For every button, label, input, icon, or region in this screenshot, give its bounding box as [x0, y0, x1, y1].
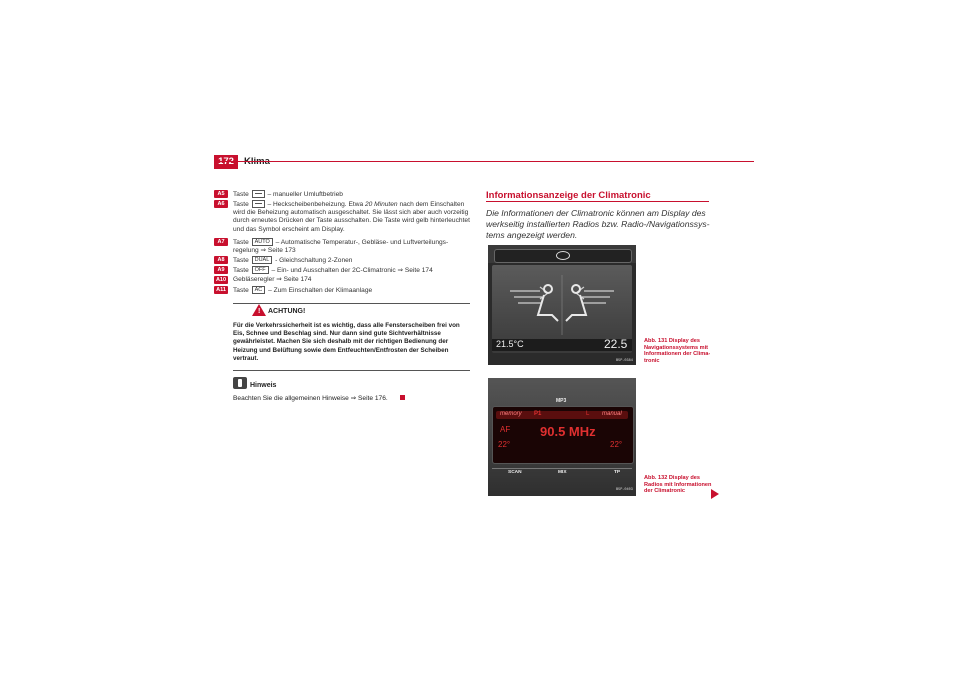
item-text: Taste	[233, 286, 249, 294]
recirculation-icon	[252, 190, 265, 198]
rear-window-heating-icon	[252, 200, 265, 208]
item-emphasis: 20 Minuten	[364, 200, 398, 208]
item-text: – Heckscheibenbeheizung. Etwa	[267, 200, 364, 208]
item-marker: A9	[214, 266, 228, 274]
list-item	[217, 256, 470, 265]
af-label: AF	[500, 425, 511, 434]
tp-button: TP	[614, 470, 621, 475]
right-temperature: 22.5	[604, 337, 628, 351]
list-item	[217, 200, 470, 234]
list-item	[216, 286, 470, 295]
auto-key: AUTO	[252, 238, 273, 246]
left-temperature: 22°	[498, 440, 511, 449]
off-key: OFF	[252, 266, 269, 274]
mode-label: MP3	[556, 398, 567, 404]
item-text: Taste	[233, 256, 249, 264]
warning-icon-mark: !	[258, 308, 261, 315]
recirculation-icon	[556, 251, 570, 260]
item-text: Taste	[233, 238, 249, 246]
warning-title: ACHTUNG!	[268, 308, 306, 315]
item-marker: A6	[214, 200, 228, 208]
left-temperature: 21.5°C	[496, 339, 524, 349]
ac-key: AC	[252, 286, 266, 294]
item-text: – Zum Einschalten der Klimaanlage	[268, 286, 373, 294]
note-icon-mark	[238, 379, 242, 387]
dual-key: DUAL	[252, 256, 273, 264]
item-text: Gebläseregler ⇒ Seite 174	[233, 276, 312, 283]
manual-label: manual	[602, 411, 622, 417]
item-text: nach dem Einschalten wird die Beheizung automatisch ausgeschaltet. Sie lässt sich aber auch vorzeitig durch erneutes Drücken der Taste ausschalten. Die Taste wird gelb hinterleuchtet und das Symbol erscheint am Display.	[233, 200, 470, 233]
item-text: – Automatische Temperatur-, Gebläse- und Luftverteilungs-regelung ⇒ Seite 173	[233, 238, 449, 255]
item-marker: A10	[215, 277, 227, 283]
scan-button: SCAN	[508, 470, 522, 475]
page-number	[214, 155, 238, 169]
item-marker: A5	[214, 190, 228, 198]
figure-caption: Abb. 132 Display des Radios mit Informationen der Climatronic	[644, 475, 712, 494]
frequency-display: 90.5 MHz	[540, 424, 596, 439]
section-rule	[486, 201, 709, 202]
preset-label: P1	[534, 411, 542, 417]
figure-caption: Abb. 131 Display des Navigationssystems mit Informationen der Clima-tronic	[644, 338, 711, 364]
list-item	[217, 266, 470, 275]
chapter-title	[244, 155, 270, 169]
warning-text: Für die Verkehrssicherheit ist es wichtig, dass alle Fensterscheiben frei von Eis, Schnee und Beschlag sind. Nur dann sind gute Sichtverhältnisse gewährleistet. Machen Sie sich deshalb mit der richtigen Bedienung der Heizung und Belüftung sowie dem Entfeuchten/Entfrosten der Scheiben vertraut.	[233, 322, 460, 362]
item-text: – manueller Umluftbetrieb	[267, 190, 343, 198]
section-end-marker	[400, 395, 405, 400]
figure-code: B5P-0384	[616, 359, 633, 363]
header-rule	[214, 161, 754, 162]
item-marker: A11	[214, 286, 228, 294]
section-title: Informationsanzeige der Climatronic	[486, 190, 651, 201]
right-temperature: 22°	[610, 440, 623, 449]
mix-button: MIX	[558, 470, 567, 475]
item-marker: A8	[214, 256, 228, 264]
l-label: L	[586, 411, 590, 417]
memory-label: memory	[500, 411, 522, 417]
list-item	[217, 190, 470, 199]
figure-code: B5P-0403	[616, 488, 633, 492]
next-page-arrow-icon	[711, 489, 719, 499]
note-text: Beachten Sie die allgemeinen Hinweise ⇒ Seite 176.	[233, 395, 388, 402]
item-text: Taste	[233, 266, 249, 274]
item-text: Taste	[233, 190, 249, 198]
list-item	[215, 276, 470, 284]
item-text: - Gleichschaltung 2-Zonen	[275, 256, 353, 264]
item-text: Taste	[233, 200, 249, 208]
figure-navigation-display	[488, 245, 636, 365]
list-item	[217, 238, 470, 255]
figure-radio-display	[488, 378, 636, 496]
section-lead: Die Informationen der Climatronic können am Display des werkseitig installierten Radios bzw. Radio-/Navigationssys-tems angezeigt werden.	[486, 208, 710, 240]
item-marker: A7	[214, 238, 228, 246]
item-text: – Ein- und Ausschalten der 2C-Climatronic ⇒ Seite 174	[271, 266, 433, 274]
note-title: Hinweis	[250, 382, 277, 389]
